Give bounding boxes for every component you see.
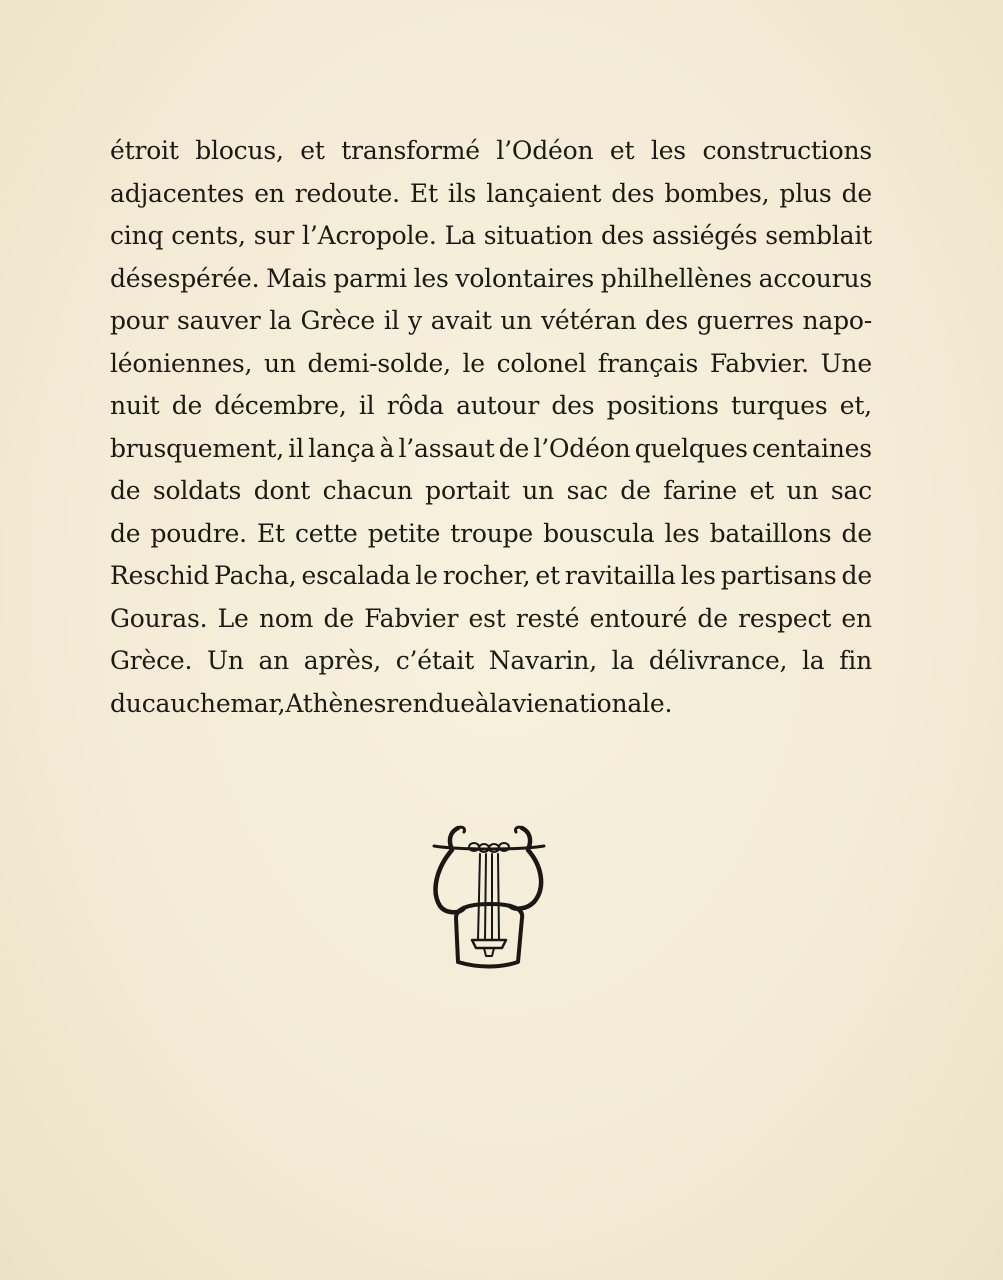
word: cauchemar,: [141, 688, 286, 718]
word: le: [462, 348, 485, 378]
word: la: [489, 688, 513, 718]
word: de: [620, 476, 651, 505]
word: en: [841, 603, 872, 633]
word: fin: [839, 646, 872, 675]
word: constructions: [702, 136, 872, 165]
word: positions: [606, 391, 719, 420]
word: avait: [430, 306, 492, 335]
word: napo-: [802, 306, 872, 335]
word: après,: [303, 646, 381, 675]
body-text: [110, 130, 872, 725]
word: poudre.: [150, 518, 247, 548]
text-line: [110, 258, 872, 301]
word: transformé: [341, 136, 480, 165]
word: centaines: [752, 433, 872, 463]
word: bataillons: [709, 518, 832, 548]
word: Fabvier: [364, 603, 459, 633]
word: bouscula: [543, 518, 655, 548]
word: sac: [566, 476, 608, 505]
word: sur: [253, 221, 295, 250]
word: un: [522, 476, 555, 505]
word: resté: [515, 603, 580, 633]
word: ravitailla: [564, 561, 676, 590]
word: La: [444, 221, 476, 250]
word: situation: [483, 221, 593, 250]
text-line: [110, 300, 872, 343]
word: et: [300, 136, 325, 165]
word: il: [383, 306, 400, 335]
word: nom: [258, 603, 314, 633]
word: l’Odéon: [533, 433, 631, 463]
text-line: [110, 215, 872, 258]
text-line: [110, 513, 872, 556]
word: Athènes: [285, 688, 387, 718]
word: de: [171, 391, 203, 420]
word: farine: [663, 476, 737, 505]
word: désespérée.: [110, 263, 260, 293]
text-line: [110, 130, 872, 173]
word: autour: [456, 391, 540, 420]
word: philhellènes: [600, 263, 752, 293]
word: est: [468, 603, 506, 633]
word: quelques: [634, 433, 748, 463]
word: des: [551, 391, 595, 420]
word: de: [110, 476, 141, 505]
word: redoute.: [294, 178, 400, 208]
word: un: [263, 348, 296, 378]
word: volontaires: [455, 263, 595, 293]
word: assiégés: [651, 221, 758, 250]
word: pour: [110, 306, 169, 335]
text-line: [110, 555, 872, 598]
word: nationale.: [548, 688, 673, 718]
word: guerres: [696, 306, 794, 335]
lyre-icon: [430, 822, 548, 972]
word: Grèce: [300, 306, 376, 335]
word: il: [358, 391, 375, 420]
word: la: [269, 306, 292, 335]
word: an: [258, 646, 290, 675]
text-line: [110, 640, 872, 683]
word: Et: [256, 518, 285, 548]
word: cents,: [171, 221, 246, 250]
word: un: [786, 476, 819, 505]
word: français: [597, 348, 699, 378]
text-line: [110, 343, 872, 386]
word: partisans: [720, 561, 837, 590]
word: Mais: [266, 263, 327, 293]
word: l’assaut: [398, 433, 495, 463]
word: demi-solde,: [307, 348, 451, 378]
word: Pacha,: [214, 561, 297, 590]
word: vie: [512, 688, 549, 718]
text-line: [110, 385, 872, 428]
word: portait: [425, 476, 510, 505]
word: et,: [839, 391, 872, 420]
word: turques: [731, 391, 828, 420]
word: le: [415, 561, 438, 590]
word: de: [841, 518, 872, 548]
word: et: [749, 476, 774, 505]
word: la: [802, 646, 825, 675]
word: Navarin,: [488, 646, 597, 675]
word: sac: [830, 476, 872, 505]
word: décembre,: [214, 391, 347, 420]
word: bombes,: [664, 178, 770, 208]
word: un: [500, 306, 533, 335]
word: respect: [738, 603, 832, 633]
word: de: [110, 518, 141, 548]
word: rocher,: [442, 561, 531, 590]
word: entouré: [589, 603, 688, 633]
word: l’Odéon: [496, 136, 594, 165]
word: brusquement,: [110, 433, 284, 463]
word: Le: [217, 603, 249, 633]
word: et: [609, 136, 635, 165]
word: nuit: [110, 391, 160, 420]
word: escalada: [301, 561, 411, 590]
word: léoniennes,: [110, 348, 253, 378]
word: dont: [253, 476, 311, 505]
word: sauver: [177, 306, 261, 335]
word: Fabvier.: [709, 348, 809, 378]
word: des: [644, 306, 689, 335]
word: accourus: [758, 263, 872, 293]
word: les: [680, 561, 716, 590]
word: Une: [820, 348, 872, 378]
word: plus: [779, 178, 832, 208]
word: à: [474, 688, 490, 718]
word: parmi: [333, 263, 407, 293]
word: en: [254, 178, 285, 208]
word: lançaient: [486, 178, 602, 208]
word: les: [650, 136, 686, 165]
word: chacun: [322, 476, 413, 505]
word: adjacentes: [110, 178, 245, 208]
word: lança: [308, 433, 376, 463]
word: colonel: [496, 348, 587, 378]
word: cinq: [110, 221, 164, 250]
word: de: [697, 603, 728, 633]
text-line: [110, 470, 872, 513]
word: c’était: [395, 646, 475, 675]
text-line: [110, 598, 872, 641]
word: des: [600, 221, 644, 250]
word: du: [110, 688, 142, 718]
word: délivrance,: [648, 646, 788, 675]
word: blocus,: [195, 136, 284, 165]
word: Reschid: [110, 561, 210, 590]
word: à: [379, 433, 395, 463]
word: étroit: [110, 136, 179, 165]
word: les: [413, 263, 449, 293]
word: Grèce.: [110, 646, 193, 675]
word: rendue: [386, 688, 475, 718]
word: de: [323, 603, 354, 633]
word: Un: [206, 646, 244, 675]
word: il: [288, 433, 304, 463]
word: de: [841, 561, 872, 590]
word: et: [535, 561, 560, 590]
word: soldats: [152, 476, 242, 505]
word: des: [611, 178, 655, 208]
word: Gouras.: [110, 603, 208, 633]
word: l’Acropole.: [302, 221, 437, 250]
word: petite: [367, 518, 441, 548]
word: la: [611, 646, 635, 675]
text-line: [110, 173, 872, 216]
text-line: [110, 428, 872, 471]
word: de: [841, 178, 872, 208]
word: semblait: [765, 221, 872, 250]
word: ils: [447, 178, 477, 208]
word: troupe: [450, 518, 533, 548]
word: de: [498, 433, 530, 463]
word: cette: [294, 518, 358, 548]
word: vétéran: [540, 306, 637, 335]
word: rôda: [386, 391, 444, 420]
text-line: [110, 683, 872, 726]
word: les: [664, 518, 700, 548]
word: y: [408, 306, 422, 335]
word: Et: [409, 178, 438, 208]
